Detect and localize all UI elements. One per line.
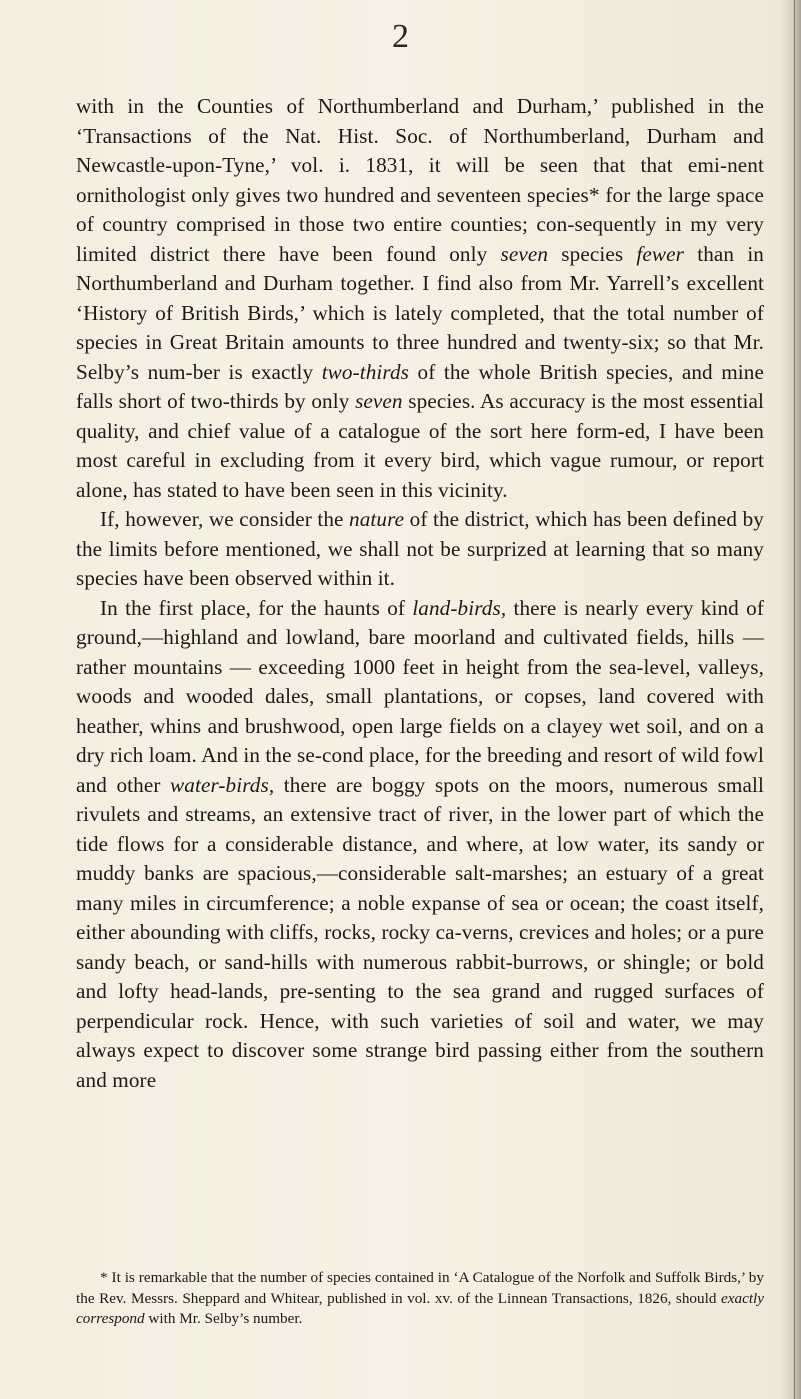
italic-run: nature (349, 507, 405, 531)
page-edge-line (794, 0, 795, 1399)
text-run: species (548, 241, 637, 266)
text-run: of the district, which has been defined by the limits before mentioned, we shall not be surprized at learning that so many species have been observed within it. (76, 507, 764, 590)
paragraph-1 (76, 92, 764, 505)
body-text (76, 92, 764, 1095)
text-run: with in the Counties of Northumberland and Durham,’ published in the ‘Transactions of the Nat. Hist. Soc. of Northumberland, Durham and Newcastle-upon-Tyne,’ vol. i. 1831, it will be seen that that emi-nent ornithologist only gives two hundred and seventeen species* for the large space of country comprised in those two entire counties; con-sequently in my very limited district there have been found only (76, 94, 764, 266)
footnote-paragraph (76, 1268, 764, 1330)
italic-run: seven (500, 241, 549, 266)
italic-run: seven (355, 389, 403, 413)
text-run: If, however, we consider the (100, 507, 350, 531)
italic-run: land-birds, (412, 595, 507, 620)
paragraph-2 (76, 505, 764, 594)
footnote (76, 1268, 764, 1330)
page-number: 2 (392, 18, 409, 55)
text-run: of the whole British species, and mine falls short of two-thirds by only (76, 359, 764, 413)
page-edge-shadow (779, 0, 801, 1399)
text-run: with Mr. Selby’s number. (144, 1310, 303, 1327)
text-run: there is nearly every kind of ground,—highland and lowland, bare moorland and cultivated fields, hills — rather mountains — exceeding 1000 feet in height from the sea-level, valleys, woods and wooded dales, small plantations, or copses, land covered with heather, whins and brushwood, open large fields on a clayey wet soil, and on a dry rich loam. And in the se-cond place, for the breeding and resort of wild fowl and other (76, 595, 764, 797)
text-run: species. As accuracy is the most essential quality, and chief value of a catalogue of the sort here form-ed, I have been most careful in excluding from it every bird, which vague rumour, or report alone, has stated to have been seen in this vicinity. (76, 389, 764, 502)
text-run: * It is remarkable that the number of species contained in ‘A Catalogue of the Norfolk and Suffolk Birds,’ by the Rev. Messrs. Sheppard and Whitear, published in vol. xv. of the Linnean Transactions, 1826, should (76, 1269, 764, 1307)
italic-run: exactly correspond (76, 1289, 764, 1327)
text-run: than in Northumberland and Durham together. I find also from Mr. Yarrell’s excellent ‘History of British Birds,’ which is lately completed, that the total number of species in Great Britain amounts to three hundred and twenty-six; so that Mr. Selby’s num-ber is exactly (76, 241, 764, 384)
italic-run: water-birds, (170, 772, 275, 797)
italic-run: two-thirds (321, 359, 410, 384)
paragraph-3 (76, 594, 764, 1096)
text-run: there are boggy spots on the moors, numerous small rivulets and streams, an extensive tract of river, in the lower part of which the tide flows for a considerable distance, and where, at low water, its sandy or muddy banks are spacious,—considerable salt-marshes; an estuary of a great many miles in circumference; a noble expanse of sea or ocean; the coast itself, either abounding with cliffs, rocks, rocky ca-verns, crevices and holes; or a pure sandy beach, or sand-hills with numerous rabbit-burrows, or shingle; or bold and lofty head-lands, pre-senting to the sea grand and rugged surfaces of perpendicular rock. Hence, with such varieties of soil and water, we may always expect to discover some strange bird passing either from the southern and more (76, 772, 764, 1092)
italic-run: fewer (636, 241, 684, 266)
text-run: In the first place, for the haunts of (100, 595, 413, 620)
